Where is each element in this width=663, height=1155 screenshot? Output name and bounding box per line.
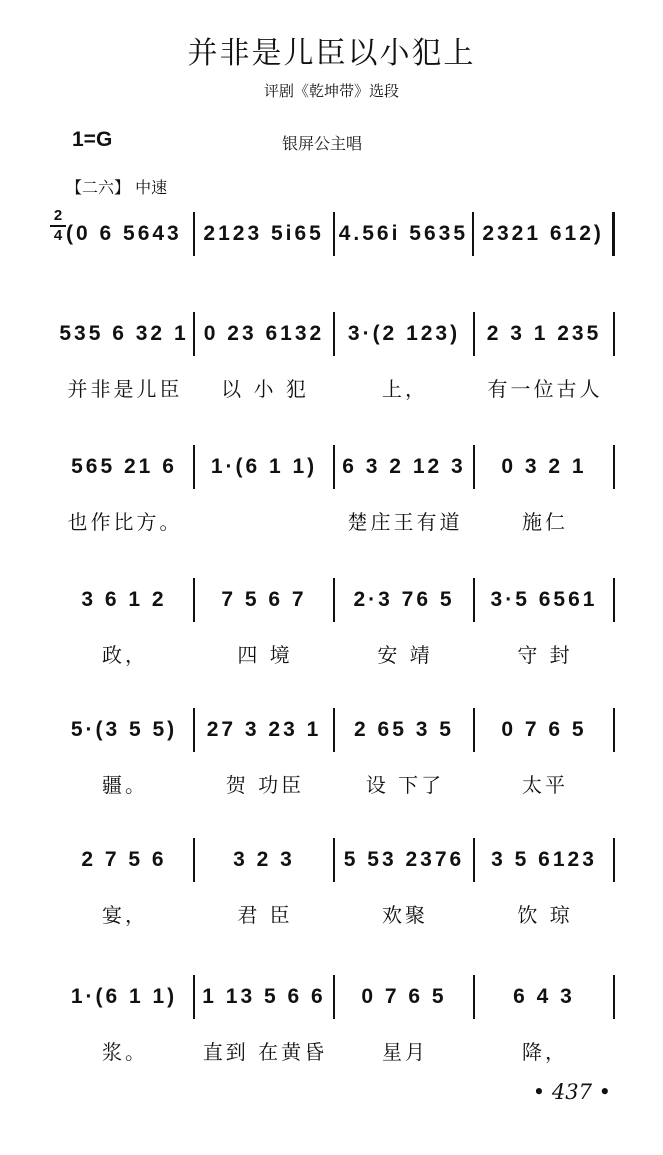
lyric-segment: 太平 bbox=[522, 772, 568, 797]
measure: 0 23 6132 bbox=[203, 322, 325, 345]
barline bbox=[613, 708, 615, 752]
lyrics-line bbox=[55, 503, 615, 537]
singer-credit: 银屏公主唱 bbox=[282, 134, 363, 153]
notation-line bbox=[55, 445, 615, 489]
notation-line bbox=[55, 578, 615, 622]
measure: 0 7 6 5 bbox=[361, 985, 447, 1008]
measure: 2123 5i65 bbox=[203, 222, 324, 245]
lyrics-line bbox=[55, 1033, 615, 1067]
measure: 3 5 6123 bbox=[491, 848, 597, 871]
barline bbox=[613, 975, 615, 1019]
measure: 2321 612) bbox=[482, 222, 604, 245]
measure: 2·3 76 5 bbox=[353, 588, 455, 611]
lyric-segment: 上， bbox=[382, 376, 428, 401]
lyric-segment: 饮 琼 bbox=[517, 902, 573, 927]
lyric-segment: 直到 在黄昏 bbox=[202, 1039, 328, 1064]
measure: 3 6 1 2 bbox=[81, 588, 167, 611]
notation-line bbox=[55, 708, 615, 752]
lyrics-line bbox=[55, 896, 615, 930]
barline bbox=[613, 838, 615, 882]
measure: 1·(6 1 1) bbox=[210, 455, 318, 478]
lyric-segment: 贺 功臣 bbox=[225, 772, 305, 797]
lyric-segment: 君 臣 bbox=[237, 902, 293, 927]
lyrics-line bbox=[55, 766, 615, 800]
time-signature-top: 2 bbox=[53, 207, 63, 224]
lyric-segment: 星月 bbox=[382, 1039, 428, 1064]
measure: 7 5 6 7 bbox=[221, 588, 307, 611]
measure: 2 65 3 5 bbox=[354, 718, 454, 741]
barline bbox=[613, 578, 615, 622]
lyric-segment: 四 境 bbox=[237, 642, 293, 667]
notation-line bbox=[55, 975, 615, 1019]
measure: 3·(2 123) bbox=[347, 322, 461, 345]
lyric-segment: 以 小 犯 bbox=[221, 376, 309, 401]
lyric-segment: 楚庄王有道 bbox=[347, 509, 463, 534]
lyric-segment: 有一位古人 bbox=[487, 376, 603, 401]
lyric-segment: 政， bbox=[102, 642, 148, 667]
lyric-segment: 设 下了 bbox=[365, 772, 445, 797]
measure: 2 3 1 235 bbox=[486, 322, 602, 345]
measure: 2 7 5 6 bbox=[81, 848, 167, 871]
time-signature-bottom: 4 bbox=[53, 227, 63, 244]
measure: 535 6 32 1 bbox=[59, 322, 189, 345]
notation-line bbox=[55, 212, 615, 256]
lyric-segment: 宴， bbox=[102, 902, 148, 927]
measure: 0 3 2 1 bbox=[501, 455, 587, 478]
measure: 6 4 3 bbox=[513, 985, 575, 1008]
lyric-segment: 守 封 bbox=[517, 642, 573, 667]
measure: 0 7 6 5 bbox=[501, 718, 587, 741]
measure: (0 6 5643 bbox=[66, 222, 182, 245]
song-subtitle: 评剧《乾坤带》选段 bbox=[263, 82, 399, 100]
lyrics-line bbox=[55, 636, 615, 670]
measure: 3 2 3 bbox=[233, 848, 295, 871]
measure: 4.56i 5635 bbox=[338, 222, 468, 245]
barline bbox=[613, 312, 615, 356]
measure: 5·(3 5 5) bbox=[70, 718, 178, 741]
measure: 3·5 6561 bbox=[490, 588, 598, 611]
lyric-segment: 欢聚 bbox=[382, 902, 428, 927]
notation-line bbox=[55, 838, 615, 882]
measure: 1·(6 1 1) bbox=[70, 985, 178, 1008]
barline bbox=[613, 445, 615, 489]
measure: 6 3 2 12 3 bbox=[342, 455, 466, 478]
song-title: 并非是儿臣以小犯上 bbox=[187, 36, 476, 71]
measure: 1 13 5 6 6 bbox=[202, 985, 326, 1008]
lyric-segment: 安 靖 bbox=[377, 642, 433, 667]
measure: 27 3 23 1 bbox=[206, 718, 322, 741]
page-number: • 437 • bbox=[532, 1080, 611, 1104]
lyric-segment: 浆。 bbox=[102, 1039, 148, 1064]
lyric-segment: 降， bbox=[522, 1039, 568, 1064]
section-marking: 【二六】 中速 bbox=[66, 178, 168, 197]
lyric-segment: 疆。 bbox=[102, 772, 148, 797]
lyric-segment: 也作比方。 bbox=[67, 509, 183, 534]
lyric-segment: 并非是儿臣 bbox=[67, 376, 183, 401]
key-signature: 1=G bbox=[72, 128, 113, 151]
barline bbox=[612, 212, 615, 256]
notation-line bbox=[55, 312, 615, 356]
lyrics-line bbox=[55, 370, 615, 404]
lyric-segment: 施仁 bbox=[522, 509, 568, 534]
measure: 5 53 2376 bbox=[343, 848, 465, 871]
measure: 565 21 6 bbox=[71, 455, 177, 478]
